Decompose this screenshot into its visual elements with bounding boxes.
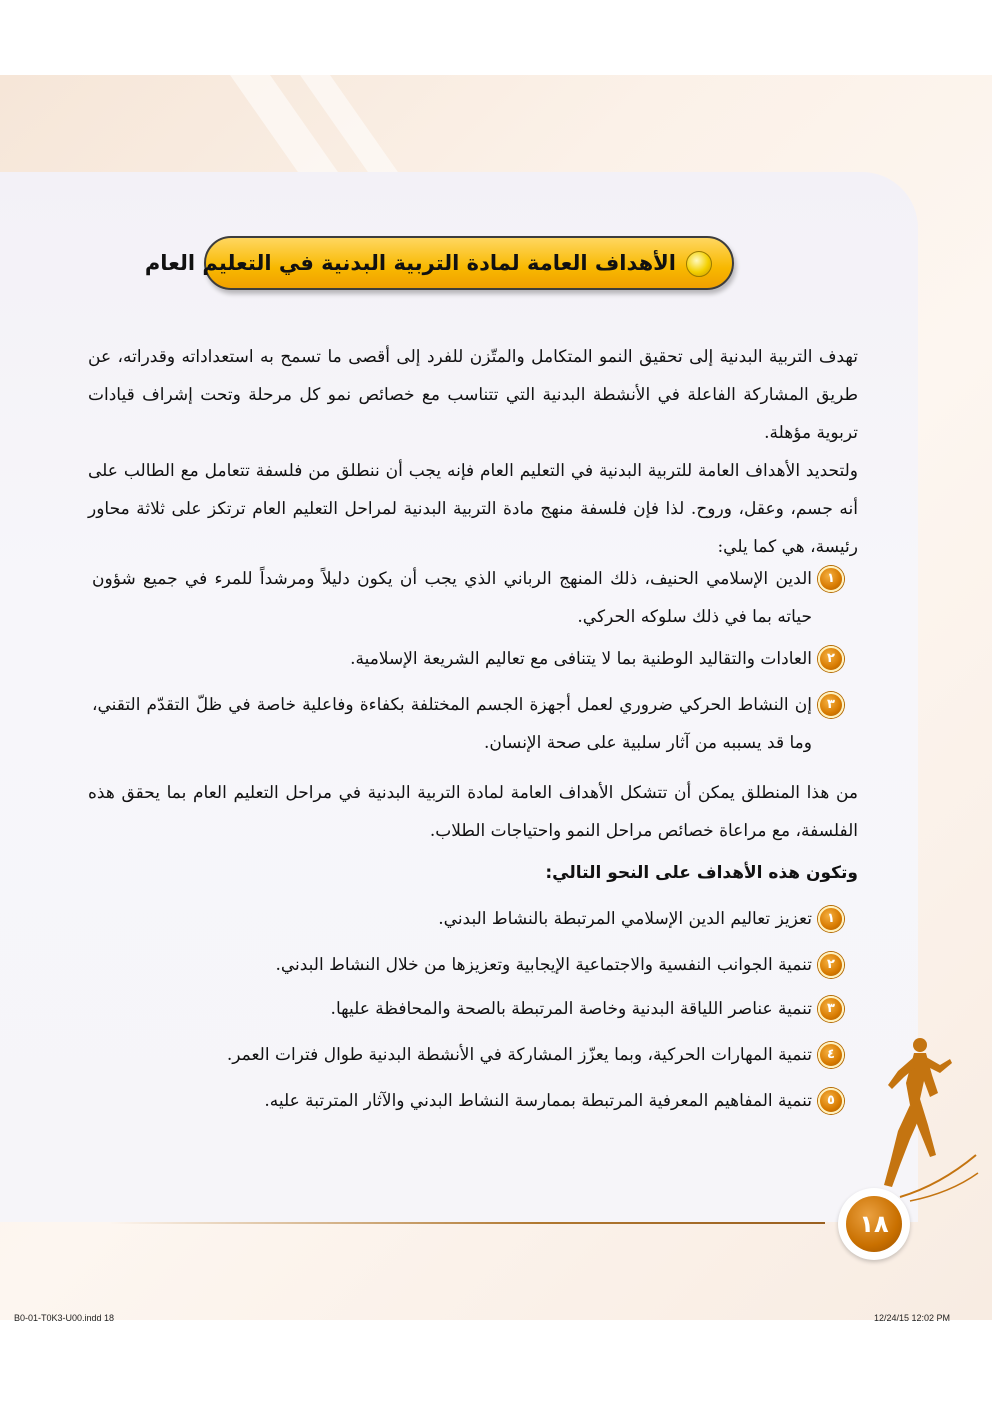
list-item: الدين الإسلامي الحنيف، ذلك المنهج الرباني الذي يجب أن يكون دليلاً ومرشداً للمرء في جميع شؤون حياته بما في ذلك سلوكه الحركي.: [92, 569, 812, 627]
number-badge-icon: ١: [818, 566, 844, 592]
list-item: تنمية الجوانب النفسية والاجتماعية الإيجابية وتعزيزها من خلال النشاط البدني.: [275, 955, 812, 975]
list-item: إن النشاط الحركي ضروري لعمل أجهزة الجسم المختلفة بكفاءة وفاعلية خاصة في ظلّ التقدّم التقني، وما قد يسببه من آثار سلبية على صحة الإنسان.: [92, 695, 812, 753]
goals-heading: وتكون هذه الأهداف على النحو التالي:: [545, 863, 858, 883]
number-badge-icon: ٥: [818, 1088, 844, 1114]
list-item: تنمية المهارات الحركية، وبما يعزّز المشاركة في الأنشطة البدنية طوال فترات العمر.: [226, 1045, 812, 1065]
footer-divider: [110, 1222, 825, 1224]
conclusion-paragraph: من هذا المنطلق يمكن أن تتشكل الأهداف العامة لمادة التربية البدنية في مراحل التعليم العام بما يحقق هذه الفلسفة، مع مراعاة خصائص مراحل النمو واحتياجات الطلاب.: [88, 783, 858, 841]
philosophy-paragraph: ولتحديد الأهداف العامة للتربية البدنية في التعليم العام فإنه يجب أن ننطلق من فلسفة تتعامل مع الطالب على أنه جسم، وعقل، وروح. لذا فإن فلسفة منهج مادة التربية البدنية لمراحل التعليم العام ترتكز على ثلاثة محاور رئيسة، هي كما يلي:: [88, 461, 858, 557]
list-item: تنمية المفاهيم المعرفية المرتبطة بممارسة النشاط البدني والآثار المترتبة عليه.: [264, 1091, 812, 1111]
number-badge-icon: ١: [818, 906, 844, 932]
print-file-info: B0-01-T0K3-U00.indd 18: [14, 1313, 115, 1323]
runner-icon: [880, 1035, 980, 1205]
bullet-icon: [686, 251, 712, 277]
number-badge-icon: ٢: [818, 646, 844, 672]
list-item: تنمية عناصر اللياقة البدنية وخاصة المرتبطة بالصحة والمحافظة عليها.: [330, 999, 812, 1019]
intro-paragraph: تهدف التربية البدنية إلى تحقيق النمو المتكامل والمتّزن للفرد إلى أقصى ما تسمح به استعداداته وقدراته، عن طريق المشاركة الفاعلة في الأنشطة البدنية التي تتناسب مع خصائص نمو كل مرحلة وتحت إشراف قيادات تربوية مؤهلة.: [88, 347, 858, 443]
list-item: العادات والتقاليد الوطنية بما لا يتنافى مع تعاليم الشريعة الإسلامية.: [350, 649, 812, 669]
print-timestamp: 12/24/15 12:02 PM: [874, 1313, 951, 1323]
number-badge-icon: ٢: [818, 952, 844, 978]
number-badge-icon: ٣: [818, 692, 844, 718]
page-number: ١٨: [846, 1196, 902, 1252]
list-item: تعزيز تعاليم الدين الإسلامي المرتبطة بالنشاط البدني.: [438, 909, 812, 929]
page-title: الأهداف العامة لمادة التربية البدنية في التعليم العام: [144, 251, 676, 275]
number-badge-icon: ٤: [818, 1042, 844, 1068]
number-badge-icon: ٣: [818, 996, 844, 1022]
